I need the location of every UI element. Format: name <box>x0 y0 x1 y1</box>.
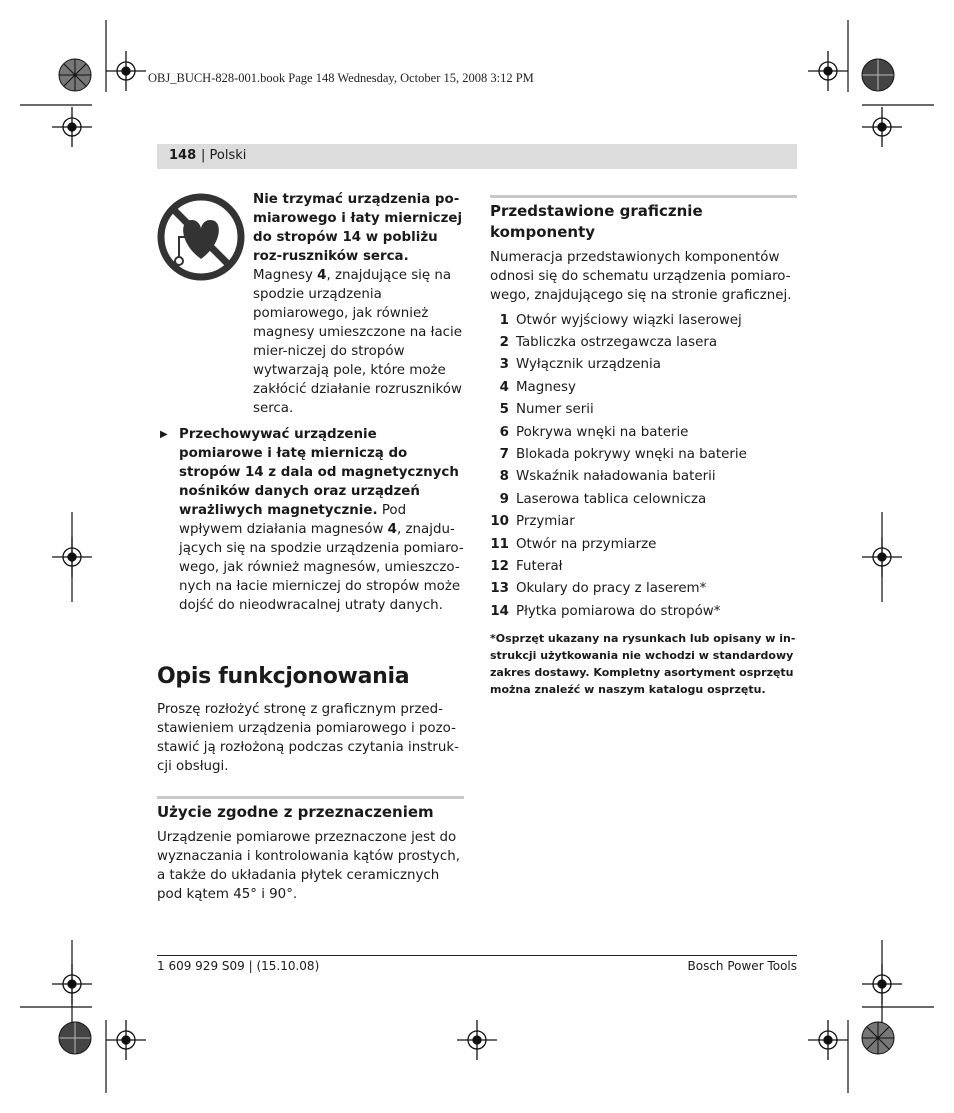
warning-text: Nie trzymać urządzenia po-miarowego i łaty mierniczej do stropów 14 w pobliżu roz-ruszników serca. Magnesy 4, znajdujące się na spodzie urządzenia pomiarowego, jak również magnesy umieszczone na łacie mier-niczej do stropów wytwarzają pole, które może zakłócić działanie rozruszników serca. <box>253 192 463 416</box>
component-item <box>490 466 797 488</box>
registration-mark-icon <box>52 964 92 1004</box>
registration-mark-icon <box>52 107 92 147</box>
component-item <box>490 376 797 398</box>
component-number: 12 <box>490 558 509 574</box>
registration-mark-icon <box>862 107 902 147</box>
component-number: 9 <box>499 491 509 507</box>
registration-mark-icon <box>862 964 902 1004</box>
pacemaker-warning <box>157 190 464 418</box>
bullet-arrow-icon: ▶ <box>160 429 168 440</box>
footnote: *Osprzęt ukazany na rysunkach lub opisany w in-strukcji użytkowania nie wchodzi w standardowy zakres dostawy. Kompletny asortyment osprzętu można znaleźć w naszym katalogu osprzętu. <box>490 632 796 697</box>
component-label: Otwór na przymiarze <box>516 536 657 552</box>
component-label: Okulary do pracy z laserem* <box>516 581 707 597</box>
page-header-bar <box>157 144 797 169</box>
color-target-icon <box>58 1021 92 1055</box>
component-label: Przymiar <box>516 514 575 530</box>
components-list <box>490 309 797 622</box>
right-column <box>490 195 797 698</box>
component-item <box>490 578 797 600</box>
registration-mark-icon <box>52 537 92 577</box>
component-label: Wskaźnik naładowania baterii <box>516 469 716 485</box>
component-label: Blokada pokrywy wnęki na baterie <box>516 447 747 463</box>
component-number: 10 <box>490 514 509 530</box>
no-pacemaker-icon <box>157 193 245 281</box>
component-item <box>490 399 797 421</box>
storage-warning: ▶ Przechowywać urządzenie pomiarowe i łatę mierniczą do stropów 14 z dala od magnetycznych nośników danych oraz urządzeń wrażliwych magnetycznie. Pod wpływem działania magnesów 4, znajdu-jących się na spodzie urządzenia pomiaro-wego, jak również magnesów, umieszczo-nych na łacie mierniczej do stropów może dojść do nieodwracalnej utraty danych. <box>160 427 464 613</box>
component-label: Numer serii <box>516 402 594 418</box>
component-item <box>490 331 797 353</box>
section-title: Opis funkcjonowania <box>157 664 410 689</box>
component-item <box>490 309 797 331</box>
registration-mark-icon <box>808 1020 848 1060</box>
left-column <box>157 190 464 904</box>
component-number: 4 <box>499 379 509 395</box>
page-number: 148 <box>169 148 197 163</box>
component-label: Magnesy <box>516 379 576 395</box>
registration-mark-icon <box>862 537 902 577</box>
component-label: Futerał <box>516 558 563 574</box>
registration-mark-icon <box>106 51 146 91</box>
component-item <box>490 600 797 622</box>
color-target-icon <box>861 58 895 92</box>
color-target-icon <box>861 1021 895 1055</box>
file-slug: OBJ_BUCH-828-001.book Page 148 Wednesday, October 15, 2008 3:12 PM <box>148 71 534 85</box>
registration-mark-icon <box>808 51 848 91</box>
footer-brand: Bosch Power Tools <box>687 959 797 973</box>
component-number: 14 <box>490 603 509 619</box>
components-intro: Numeracja przedstawionych komponentów odnosi się do schematu urządzenia pomiaro-wego, znajdującego się na stronie graficznej. <box>490 250 792 303</box>
component-number: 13 <box>490 581 509 597</box>
component-number: 11 <box>490 536 509 552</box>
component-item <box>490 421 797 443</box>
component-number: 3 <box>499 357 509 373</box>
footer-doc-code: 1 609 929 S09 | (15.10.08) <box>157 959 320 973</box>
component-label: Płytka pomiarowa do stropów* <box>516 603 721 619</box>
section-text: Proszę rozłożyć stronę z graficznym przed-stawieniem urządzenia pomiarowego i pozo-stawić ją rozłożoną podczas czytania instruk-cji obsługi. <box>157 702 459 774</box>
component-item <box>490 488 797 510</box>
color-target-icon <box>58 58 92 92</box>
component-label: Tabliczka ostrzegawcza lasera <box>516 335 718 351</box>
component-label: Otwór wyjściowy wiązki laserowej <box>516 312 742 328</box>
usage-text: Urządzenie pomiarowe przeznaczone jest do wyznaczania i kontrolowania kątów prostych, a także do układania płytek ceramicznych pod kątem 45° i 90°. <box>157 830 460 902</box>
registration-mark-icon <box>106 1020 146 1060</box>
component-label: Wyłącznik urządzenia <box>516 357 661 373</box>
component-item <box>490 511 797 533</box>
component-item <box>490 533 797 555</box>
divider <box>490 195 797 198</box>
component-item <box>490 443 797 465</box>
component-item <box>490 354 797 376</box>
divider <box>157 796 464 799</box>
component-item <box>490 555 797 577</box>
component-number: 6 <box>499 424 509 440</box>
component-number: 2 <box>499 335 509 351</box>
footer-rule <box>157 955 797 956</box>
component-number: 8 <box>499 469 509 485</box>
page-language: | Polski <box>201 148 247 163</box>
component-label: Pokrywa wnęki na baterie <box>516 424 689 440</box>
component-number: 1 <box>499 312 509 328</box>
registration-mark-icon <box>457 1020 497 1060</box>
component-number: 7 <box>499 447 509 463</box>
usage-title: Użycie zgodne z przeznaczeniem <box>157 803 434 821</box>
component-label: Laserowa tablica celownicza <box>516 491 707 507</box>
component-number: 5 <box>499 402 509 418</box>
components-title: Przedstawione graficznie komponenty <box>490 202 703 241</box>
